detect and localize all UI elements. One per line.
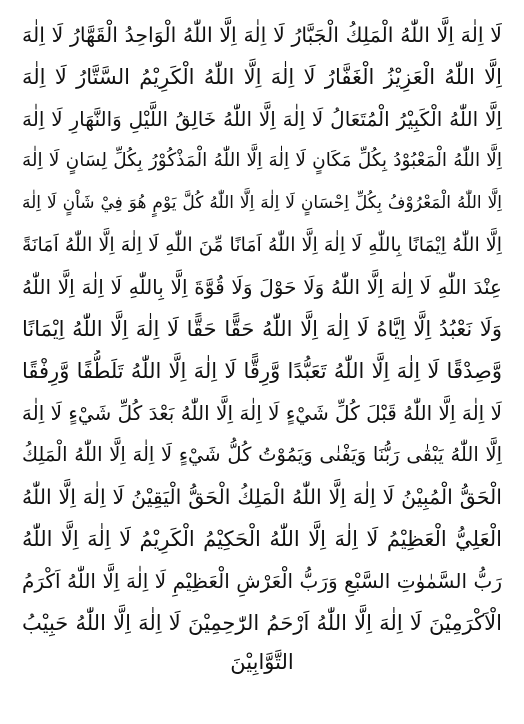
text-line-14: رَبُّ السَّمٰوٰتِ السَّبْعِ وَرَبُّ الْعَرْشِ الْعَظِيْمِ لَا اِلٰهَ اِلَّا اللّٰهُ اَكْرَمُ [22,569,502,593]
text-line-10: لَا اِلٰهَ اِلَّا اللّٰهُ قَبْلَ كُلِّ شَيْءٍ لَا اِلٰهَ اِلَّا اللّٰهُ بَعْدَ كُلِّ شَيْءٍ لَا اِلٰهَ [22,401,502,425]
text-line-13: الْعَلِيُّ الْعَظِيْمُ لَا اِلٰهَ اِلَّا اللّٰهُ الْحَكِيْمُ الْكَرِيْمُ لَا اِلٰهَ اِلَّا اللّٰهُ [22,527,502,551]
text-line-8: وَلَا نَعْبُدُ اِلَّا اِيَّاهُ لَا اِلٰهَ اِلَّا اللّٰهُ حَقًّا حَقًّا لَا اِلٰهَ اِلَّا اللّٰهُ اِيْمَانًا [22,317,502,341]
text-line-5: اِلَّا اللّٰهُ الْمَعْرُوْفُ بِكُلِّ اِحْسَانٍ لَا اِلٰهَ اِلَّا اللّٰهُ كُلَّ يَوْمٍ هُوَ فِيْ شَاْنٍ لَا اِلٰهَ [22,193,502,213]
text-line-7: عِنْدَ اللّٰهِ لَا اِلٰهَ اِلَّا اللّٰهُ وَلَا حَوْلَ وَلَا قُوَّةَ اِلَّا بِاللّٰهِ لَا اِلٰهَ اِلَّا اللّٰهُ [22,275,502,299]
text-line-6: اِلَّا اللّٰهُ اِيْمَانًا بِاللّٰهِ لَا اِلٰهَ اِلَّا اللّٰهُ اَمَانًا مِّنَ اللّٰهِ لَا اِلٰهَ اِلَّا اللّٰهُ اَمَانَةً [22,234,502,256]
text-line-2: اِلَّا اللّٰهُ الْعَزِيْزُ الْغَفَّارُ لَا اِلٰهَ اِلَّا اللّٰهُ الْكَرِيْمُ السَّتَّارُ لَا اِلٰهَ [22,65,502,89]
text-line-4: اِلَّا اللّٰهُ الْمَعْبُوْدُ بِكُلِّ مَكَانٍ لَا اِلٰهَ اِلَّا اللّٰهُ الْمَذْكُوْرُ بِكُلِّ لِسَانٍ لَا اِلٰهَ [22,150,502,171]
text-line-9: وَّصِدْقًا لَا اِلٰهَ اِلَّا اللّٰهُ تَعَبُّدًا وَّرِقًّا لَا اِلٰهَ اِلَّا اللّٰهُ تَلَطُّفًا وَّرِفْقًا [22,359,502,383]
arabic-text-block [22,14,502,680]
text-line-1: لَا اِلٰهَ اِلَّا اللّٰهُ الْمَلِكُ الْجَبَّارُ لَا اِلٰهَ اِلَّا اللّٰهُ الْوَاحِدُ الْقَهَّارُ لَا اِلٰهَ [22,23,502,47]
text-line-11: اِلَّا اللّٰهُ يَبْقٰى رَبُّنَا وَيَفْنٰى وَيَمُوْتُ كُلُّ شَيْءٍ لَا اِلٰهَ اِلَّا اللّٰهُ الْمَلِكُ [22,443,502,466]
text-line-15: الْاَكْرَمِيْنَ لَا اِلٰهَ اِلَّا اللّٰهُ اَرْحَمُ الرّٰحِمِيْنَ لَا اِلٰهَ اِلَّا اللّٰهُ حَبِيْبُ [22,611,502,635]
text-line-3: اِلَّا اللّٰهُ الْكَبِيْرُ الْمُتَعَالُ لَا اِلٰهَ اِلَّا اللّٰهُ خَالِقُ اللَّيْلِ وَالنَّهَارِ لَا اِلٰهَ [22,107,502,131]
text-line-16: التَّوَّابِيْنَ [230,650,294,674]
text-line-12: الْحَقُّ الْمُبِيْنُ لَا اِلٰهَ اِلَّا اللّٰهُ الْمَلِكُ الْحَقُّ الْيَقِيْنُ لَا اِلٰهَ اِلَّا اللّٰهُ [22,485,502,509]
